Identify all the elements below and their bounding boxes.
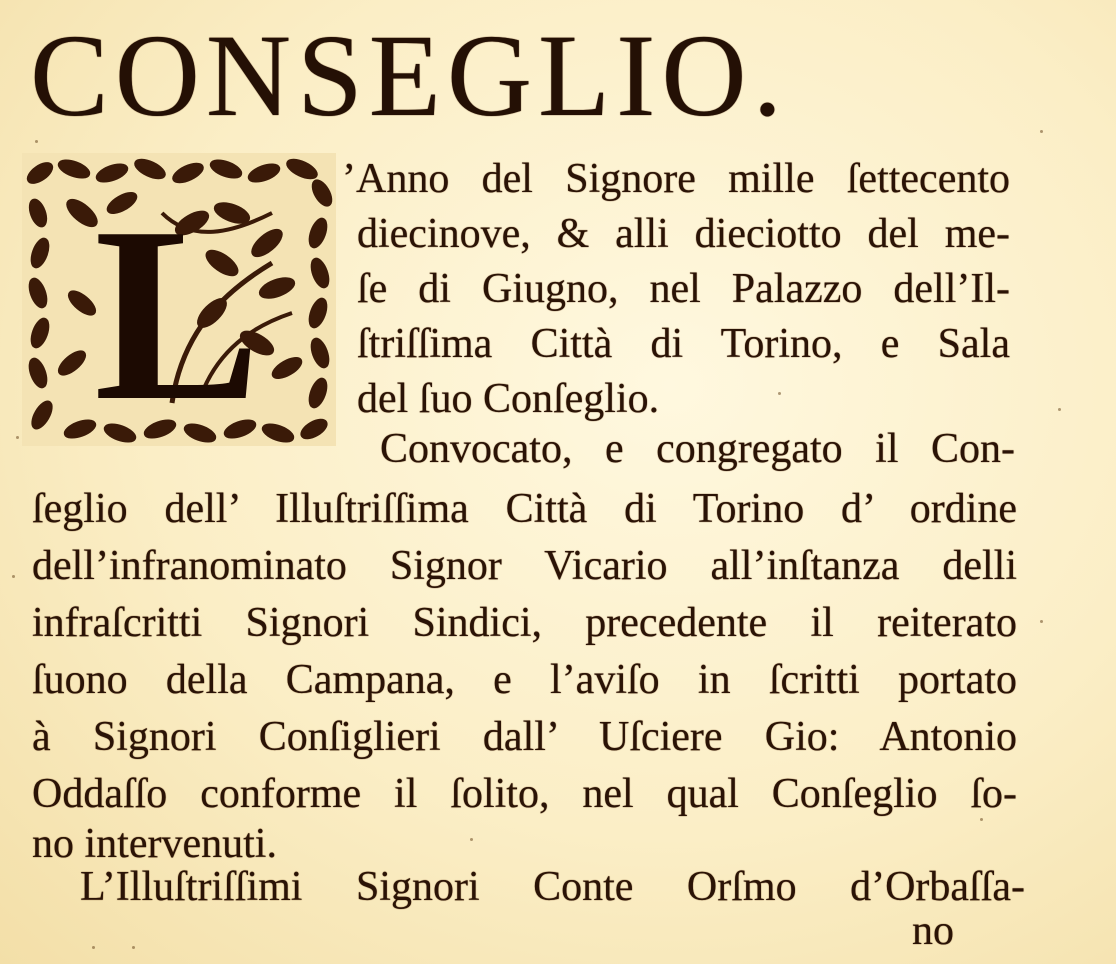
page-title: CONSEGLIO.	[30, 10, 789, 141]
text-line: Convocato, e congregato il Con-	[380, 426, 1015, 472]
text-line: no	[912, 908, 954, 954]
text-line: dell’infranominato Signor Vicario all’inſtanza delli	[32, 543, 1017, 589]
paper-speck	[1058, 408, 1061, 411]
paper-speck	[132, 946, 135, 949]
text-line: ſuono della Campana, e l’aviſo in ſcritti portato	[32, 657, 1017, 703]
paper-speck	[12, 575, 15, 578]
foliage-ornament-icon	[22, 153, 336, 446]
text-line: à Signori Conſiglieri dall’ Uſciere Gio: Antonio	[32, 714, 1017, 760]
text-line: infraſcritti Signori Sindici, precedente il reiterato	[32, 600, 1017, 646]
decorated-initial	[22, 153, 336, 446]
text-line: L’Illuſtriſſimi Signori Conte Orſmo d’Orbaſſa-	[80, 864, 1025, 910]
text-line: ſeglio dell’ Illuſtriſſima Città di Torino d’ ordine	[32, 486, 1017, 532]
text-line: ſe di Giugno, nel Palazzo dell’Il-	[357, 266, 1010, 312]
text-line: Oddaſſo conforme il ſolito, nel qual Conſeglio ſo-	[32, 771, 1017, 817]
initial-letter: L	[94, 176, 261, 446]
text-line: del ſuo Conſeglio.	[357, 376, 660, 422]
paper-speck	[470, 838, 473, 841]
text-line: ’Anno del Signore mille ſettecento	[342, 156, 1010, 202]
text-line: ſtriſſima Città di Torino, e Sala	[357, 321, 1010, 367]
paper-speck	[92, 946, 95, 949]
paper-speck	[16, 436, 19, 439]
text-line: no intervenuti.	[32, 821, 277, 867]
text-line: diecinove, & alli dieciotto del me-	[357, 211, 1010, 257]
paper-speck	[778, 392, 781, 395]
paper-speck	[1040, 620, 1043, 623]
